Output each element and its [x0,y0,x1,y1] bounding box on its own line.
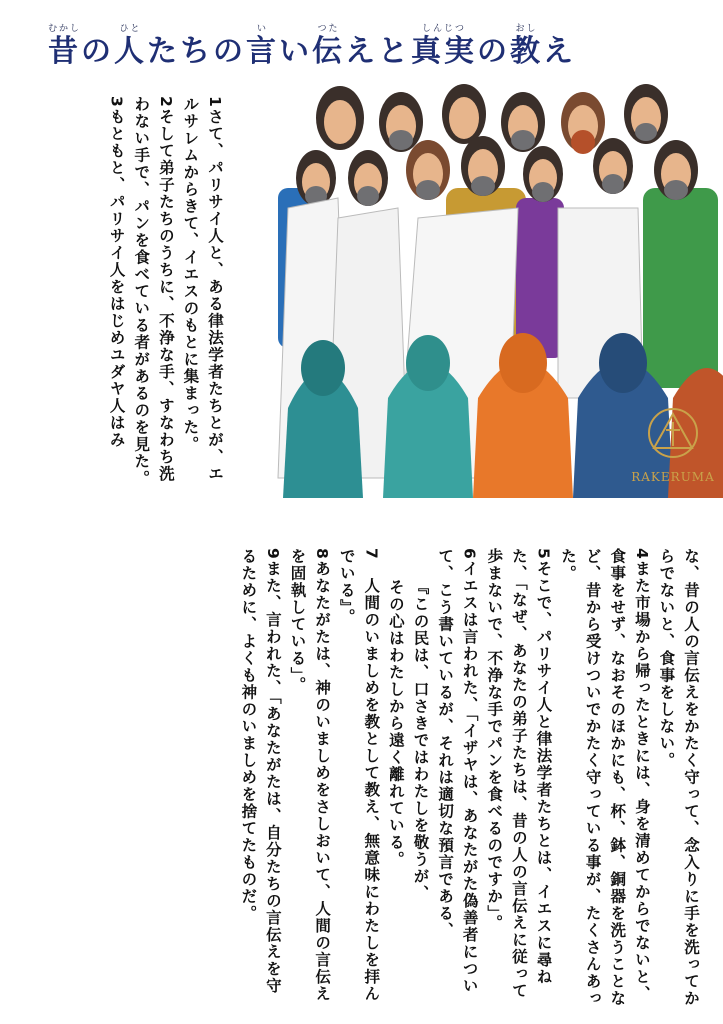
verse-paragraph: 8あなたがたは、神のいましめをさしおいて、人間の言伝えを固執している」。 [288,548,332,1003]
title-segment [345,24,411,70]
verse-paragraph: 2そして弟子たちのうちに、不浄な手、すなわち洗わない手で、パンを食べている者があるのを見た。 [132,96,175,487]
title-ruby: おし [515,24,538,34]
title-ruby: つた [317,24,340,34]
figure-head [379,92,423,152]
figure-head [561,92,605,154]
verse-paragraph: 9また、言われた、「あなたがたは、自分たちの言伝えを守るために、よくも神のいましめを捨てたものだ。 [239,548,282,995]
title-text: の [81,34,115,69]
title-segment [543,24,576,70]
title-segment [312,24,345,70]
quote-line: その心はわたしから遠く離れている。 [386,579,405,868]
verse-paragraph: 3もともと、パリサイ人をはじめユダヤ人はみ [107,96,126,449]
title-segment [246,24,279,70]
title-text: 昔 [48,34,81,69]
title-text: 教 [510,34,544,69]
title-text: い [279,34,313,69]
title-segment [48,24,81,70]
scripture-text-lower [33,548,703,1008]
verse-paragraph: 5そこで、パリサイ人と律法学者たちとは、イエスに尋ねた、「なぜ、あなたの弟子たちは、昔の人の言伝えに従って歩まないで、不浄な手でパンを食べるのですか」。 [485,548,553,1000]
title-ruby: い [257,24,269,34]
title-text: 人 [114,34,148,69]
crowd-illustration-svg [268,78,723,498]
logo-wordmark: RAKERUMA [631,470,715,484]
title-segment [477,24,510,70]
verse-paragraph: 4また市場から帰ったときには、身を清めてからでないと、食事をせず、なおそのほかにも、杯、鉢、銅器を洗うことなど、昔から受けついでかたく守っている事が、たくさんあった。 [559,548,651,1007]
quote-line: 『この民は、口さきではわたしを敬うが、 [411,579,430,902]
verse-paragraph: な、昔の人の言伝えをかたく守って、念入りに手を洗ってからでないと、食事をしない。 [657,548,700,1007]
title-segment [279,24,312,70]
title-segment [510,24,543,70]
title-ruby: むかし [48,24,82,34]
figure-head [501,92,545,152]
illustration-crowd [268,78,723,498]
verse-paragraph: 7 人間のいましめを教として教え、無意味にわたしを拝んでいる』。 [337,548,381,1003]
title-text: たちの [147,34,247,69]
verse-paragraph: 6イエスは言われた、「イザヤは、あなたがた偽善者について、こう書いているが、それは適切な預言である、 [436,548,479,995]
title-ruby: しんじつ [422,24,467,34]
scripture-text-upper [22,96,227,496]
title-text: 伝 [312,34,346,69]
title-text: 真実 [411,34,478,69]
figure-head [624,84,668,144]
title-text: えと [345,34,412,69]
title-text: の [477,34,511,69]
figure-head [442,84,486,144]
title-text: 言 [246,34,280,69]
title-segment [114,24,147,70]
page-title [48,8,688,70]
title-segment [147,24,246,70]
title-segment [81,24,114,70]
title-text: え [543,34,577,69]
verse-paragraph: 1さて、パリサイ人と、ある律法学者たちとが、エルサレムからきて、イエスのもとに集まった。 [181,96,224,483]
title-ruby: ひと [119,24,142,34]
figure-head [316,86,364,150]
title-segment [411,24,477,70]
